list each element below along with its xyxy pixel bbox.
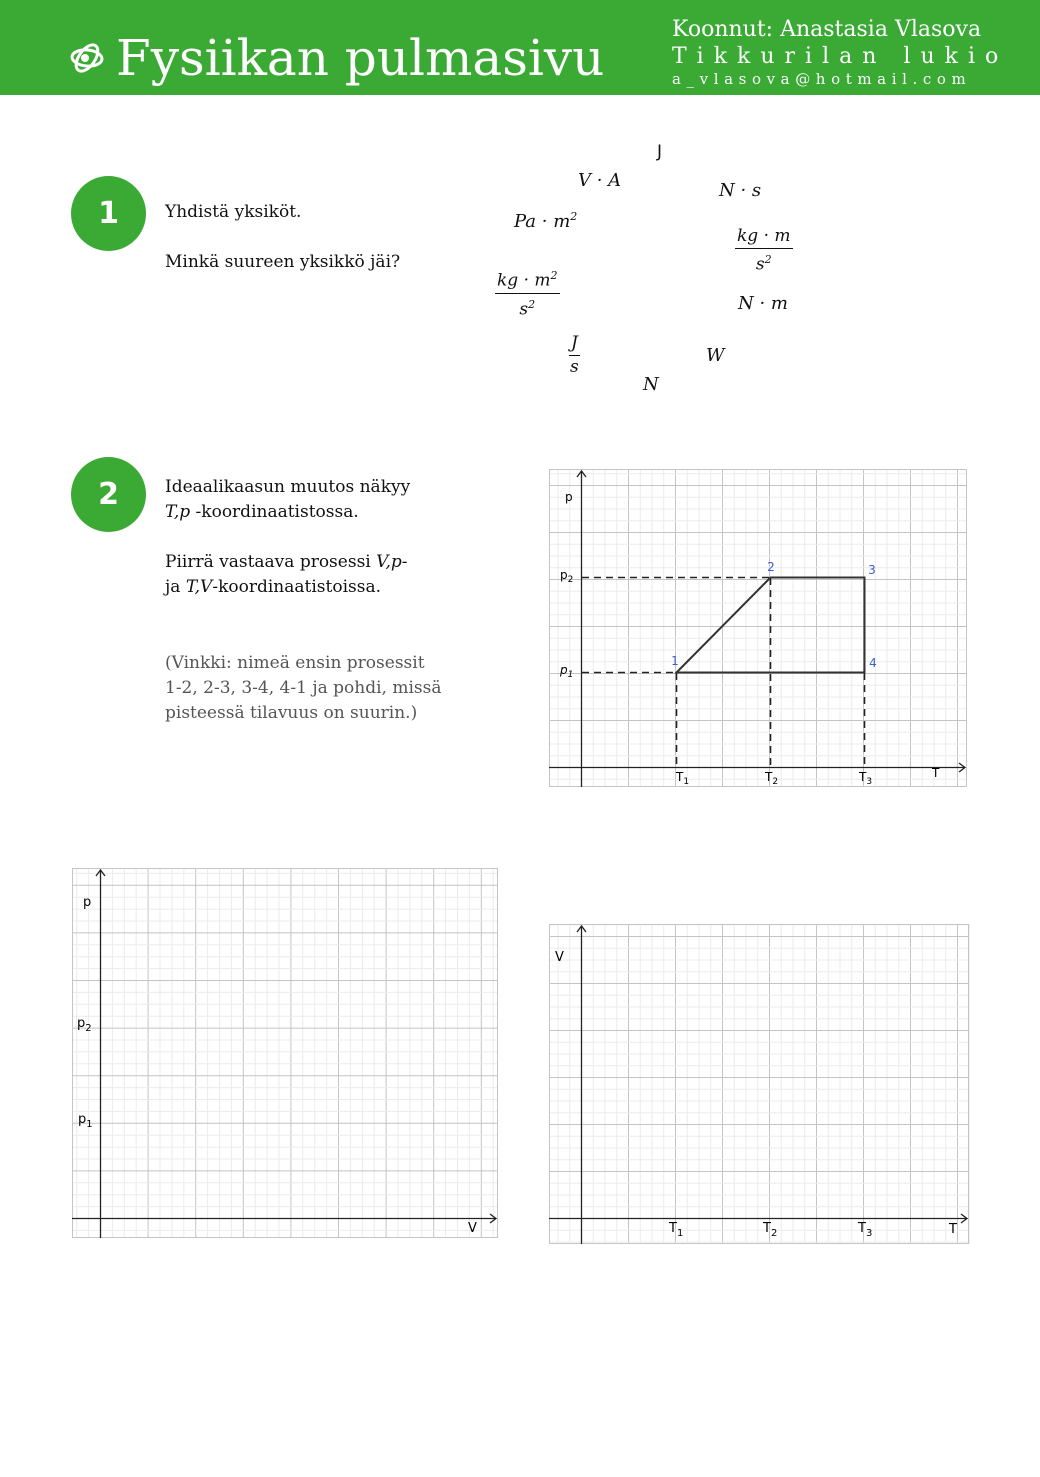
vp-tick-p1: $p_1$ <box>78 1112 93 1130</box>
tp-tick-t3: $T_3$ <box>859 770 873 787</box>
task-1-question: Minkä suureen yksikkö jäi? <box>165 252 401 272</box>
vp-x-axis-label: V <box>468 1221 477 1236</box>
tv-tick-t3: $T_3$ <box>858 1221 873 1239</box>
credits <box>672 16 1008 88</box>
tp-tick-t2: $T_2$ <box>765 770 779 787</box>
unit-newton-second: N · s <box>719 180 762 201</box>
author-line: Koonnut: Anastasia Vlasova <box>672 17 982 42</box>
tv-diagram-blank[interactable] <box>549 924 969 1244</box>
school-line: Tikkurilan lukio <box>672 44 1009 69</box>
unit-pascal-area: $Pa \cdot m^2$ <box>514 210 578 232</box>
unit-kg-m-per-s2: $\frac{kg \cdot m}{s^2}$ <box>737 226 791 275</box>
tv-x-axis-label: T <box>949 1222 957 1237</box>
task-2-instruction-line-2: ja T,V-koordinaatistoissa. <box>165 577 382 597</box>
unit-newton: N <box>643 374 659 395</box>
unit-watt: W <box>706 345 725 366</box>
vp-diagram-blank[interactable] <box>72 868 498 1238</box>
unit-kg-m2-per-s2: $\frac{kg \cdot m^2}{s^2}$ <box>495 266 560 320</box>
vp-y-axis-label: p <box>83 895 92 910</box>
unit-joule-per-second: $\frac{J}{s}$ <box>570 333 579 377</box>
tp-tick-p1: $p_1$ <box>560 663 574 680</box>
unit-joule: J <box>657 142 663 162</box>
tp-x-axis-label: T <box>932 766 940 780</box>
task-1-instruction: Yhdistä yksiköt. <box>165 202 302 222</box>
task-2-hint-line-2: 1-2, 2-3, 3-4, 4-1 ja pohdi, missä <box>165 678 442 698</box>
task-2-intro-line-1: Ideaalikaasun muutos näkyy <box>165 477 411 497</box>
vp-tick-p2: $p_2$ <box>77 1016 92 1034</box>
point-label-3: 3 <box>868 563 876 577</box>
page-header <box>0 0 1040 95</box>
email-line: a_vlasova@hotmail.com <box>672 70 972 88</box>
task-2-instruction-line-1: Piirrä vastaava prosessi V,p- <box>165 552 408 572</box>
unit-newton-meter: N · m <box>738 293 788 314</box>
tv-tick-t2: $T_2$ <box>763 1221 778 1239</box>
point-label-1: 1 <box>671 654 679 668</box>
point-label-2: 2 <box>767 560 775 574</box>
tp-tick-p2: $p_2$ <box>560 568 574 585</box>
point-label-4: 4 <box>869 656 877 670</box>
unit-volt-ampere: V · A <box>578 170 622 191</box>
task-1-number-badge: 1 <box>71 176 146 251</box>
page-title: Fysiikan pulmasivu <box>116 29 605 87</box>
tv-y-axis-label: V <box>555 950 564 965</box>
task-2-number-badge: 2 <box>71 457 146 532</box>
tv-tick-t1: $T_1$ <box>669 1221 684 1239</box>
tp-diagram <box>549 469 967 787</box>
task-2-hint-line-3: pisteessä tilavuus on suurin.) <box>165 703 418 723</box>
task-2-intro-line-2: T,p -koordinaatistossa. <box>165 502 359 522</box>
atom-logo-icon <box>66 36 106 80</box>
tp-tick-t1: $T_1$ <box>676 770 690 787</box>
task-2-hint-line-1: (Vinkki: nimeä ensin prosessit <box>165 653 425 673</box>
tp-y-axis-label: p <box>565 490 573 504</box>
